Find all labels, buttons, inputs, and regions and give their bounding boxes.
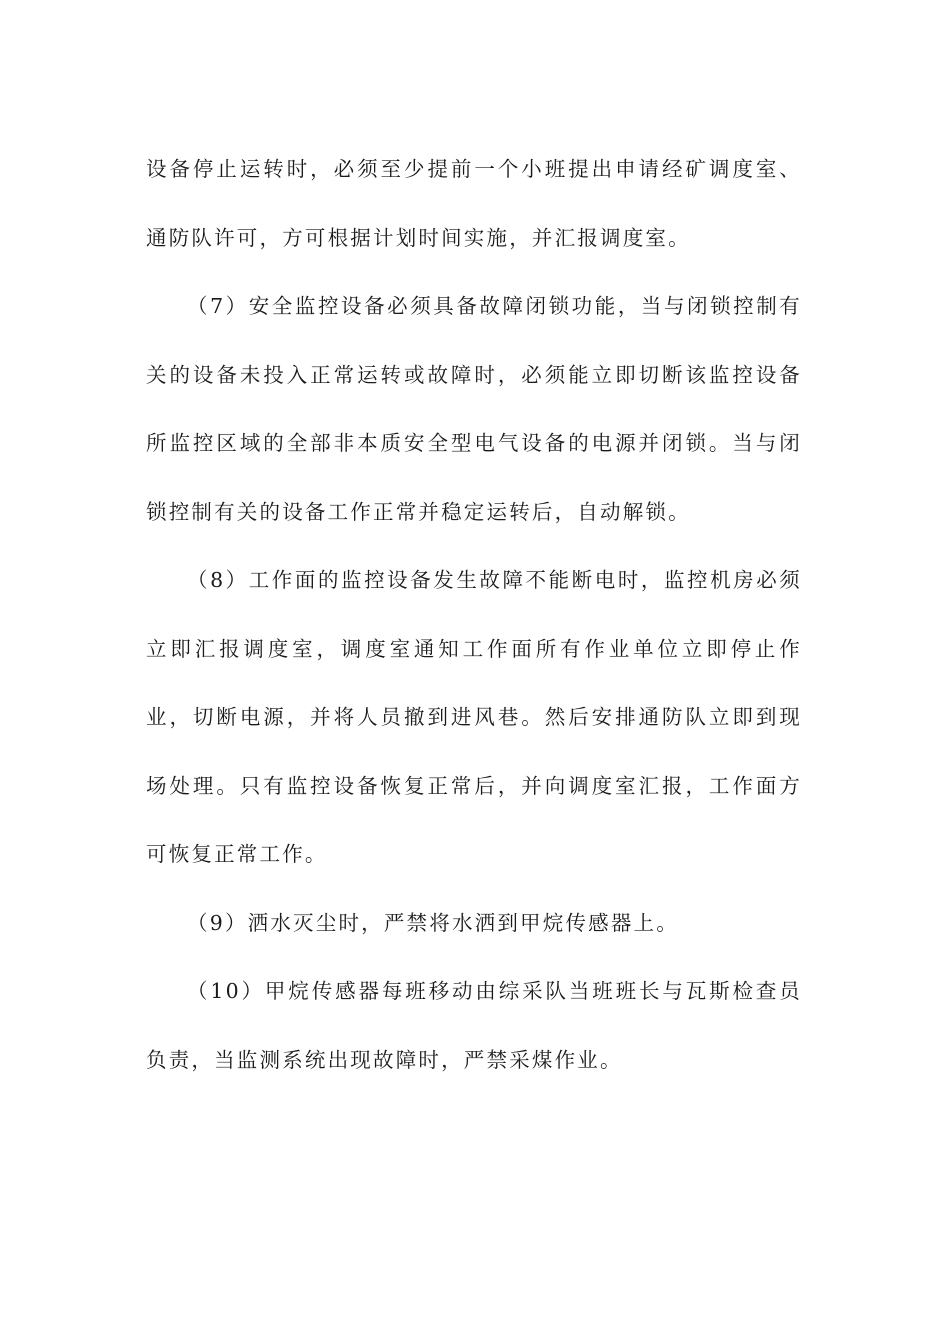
document-body [146,135,802,1094]
paragraph-item-10: （10）甲烷传感器每班移动由综采队当班班长与瓦斯检查员负责，当监测系统出现故障时，严禁采煤作业。 [146,979,802,1072]
paragraph-item-9: （9）洒水灭尘时，严禁将水洒到甲烷传感器上。 [187,910,679,935]
paragraph-item-8: （8）工作面的监控设备发生故障不能断电时，监控机房必须立即汇报调度室，调度室通知工作面所有作业单位立即停止作业，切断电源，并将人员撤到进风巷。然后安排通防队立即到现场处理。只有监控设备恢复正常后，并向调度室汇报，工作面方可恢复正常工作。 [146,568,802,866]
paragraph-continuation: 设备停止运转时，必须至少提前一个小班提出申请经矿调度室、通防队许可，方可根据计划时间实施，并汇报调度室。 [146,157,802,250]
paragraph-item-7: （7）安全监控设备必须具备故障闭锁功能，当与闭锁控制有关的设备未投入正常运转或故障时，必须能立即切断该监控设备所监控区域的全部非本质安全型电气设备的电源并闭锁。当与闭锁控制有关的设备工作正常并稳定运转后，自动解锁。 [146,294,802,524]
